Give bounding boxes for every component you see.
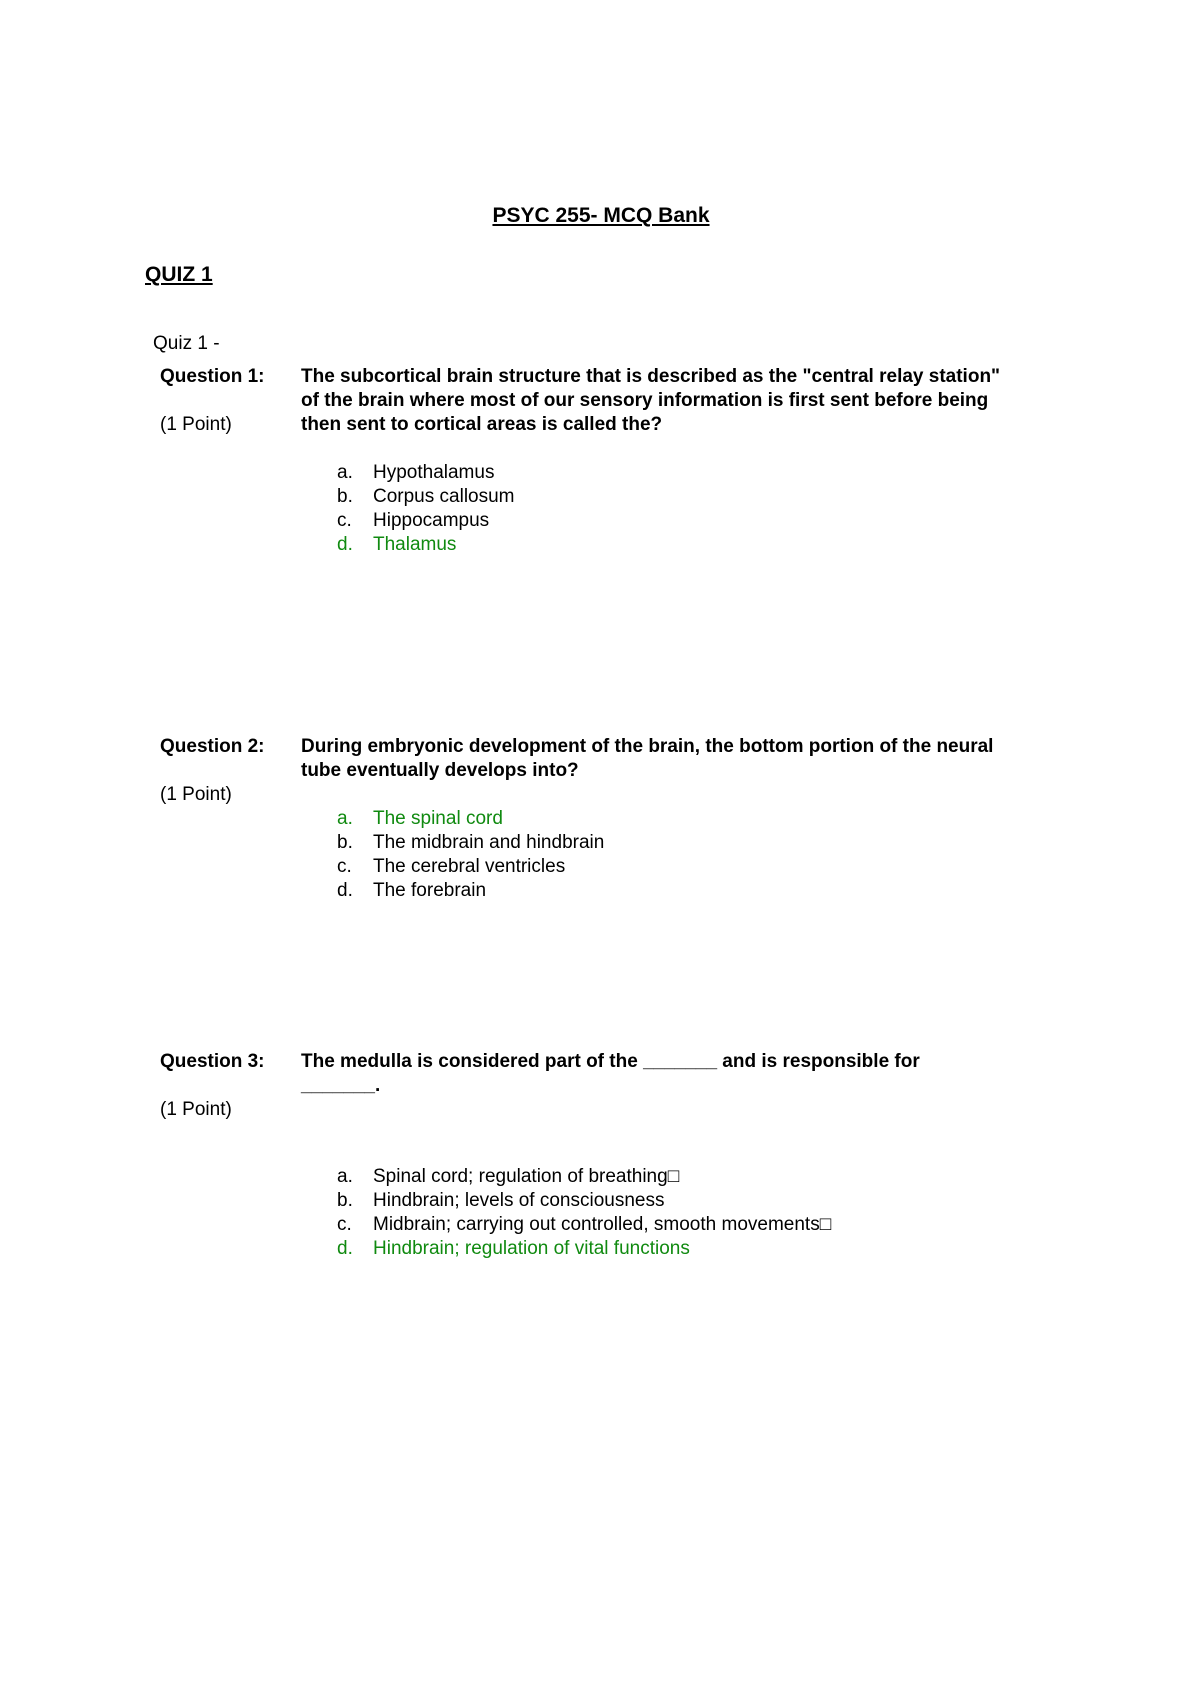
option xyxy=(337,1165,831,1189)
option-letter: d. xyxy=(337,1238,353,1259)
option-letter: c. xyxy=(337,510,352,531)
question-points: (1 Point) xyxy=(160,784,232,805)
option-letter: c. xyxy=(337,856,352,877)
option-text: Thalamus xyxy=(373,534,457,555)
option xyxy=(337,879,604,903)
option-text: Spinal cord; regulation of breathing□ xyxy=(373,1166,680,1187)
option-text: The midbrain and hindbrain xyxy=(373,832,605,853)
quiz-heading: QUIZ 1 xyxy=(145,263,213,286)
question-points: (1 Point) xyxy=(160,414,232,435)
option-letter: a. xyxy=(337,808,353,829)
option-correct xyxy=(337,1237,831,1261)
option-text: Hindbrain; levels of consciousness xyxy=(373,1190,665,1211)
option-letter: b. xyxy=(337,486,353,507)
option xyxy=(337,855,604,879)
option-letter: a. xyxy=(337,1166,353,1187)
option-letter: c. xyxy=(337,1214,352,1235)
option-text: The cerebral ventricles xyxy=(373,856,566,877)
option-text: Hippocampus xyxy=(373,510,490,531)
question-points: (1 Point) xyxy=(160,1099,232,1120)
option xyxy=(337,461,515,485)
option-correct xyxy=(337,533,515,557)
option-letter: b. xyxy=(337,832,353,853)
option-text: Corpus callosum xyxy=(373,486,515,507)
option xyxy=(337,831,604,855)
option xyxy=(337,1213,831,1237)
question-text: The medulla is considered part of the _______ and is responsible for _______. xyxy=(301,1051,920,1096)
option-text: Hypothalamus xyxy=(373,462,495,483)
options-list xyxy=(337,1165,831,1261)
option-text: Midbrain; carrying out controlled, smooth movements□ xyxy=(373,1214,832,1235)
option-letter: b. xyxy=(337,1190,353,1211)
options-list xyxy=(337,807,604,903)
question-label: Question 2: xyxy=(160,736,265,757)
option-correct xyxy=(337,807,604,831)
question-text: During embryonic development of the brain, the bottom portion of the neural tube eventually develops into? xyxy=(301,736,994,781)
option-letter: d. xyxy=(337,534,353,555)
question-label: Question 3: xyxy=(160,1051,265,1072)
option xyxy=(337,485,515,509)
question-text: The subcortical brain structure that is described as the "central relay station" of the brain where most of our sensory information is first sent before being then sent to cortical areas is called the? xyxy=(301,366,1001,435)
quiz-subheading: Quiz 1 - xyxy=(153,333,220,354)
question-label: Question 1: xyxy=(160,366,265,387)
option-text: The spinal cord xyxy=(373,808,503,829)
options-list xyxy=(337,461,515,557)
option-text: The forebrain xyxy=(373,880,487,901)
option-text: Hindbrain; regulation of vital functions xyxy=(373,1238,690,1259)
option xyxy=(337,1189,831,1213)
option-letter: d. xyxy=(337,880,353,901)
option-letter: a. xyxy=(337,462,353,483)
document-title: PSYC 255- MCQ Bank xyxy=(492,204,710,227)
option xyxy=(337,509,515,533)
